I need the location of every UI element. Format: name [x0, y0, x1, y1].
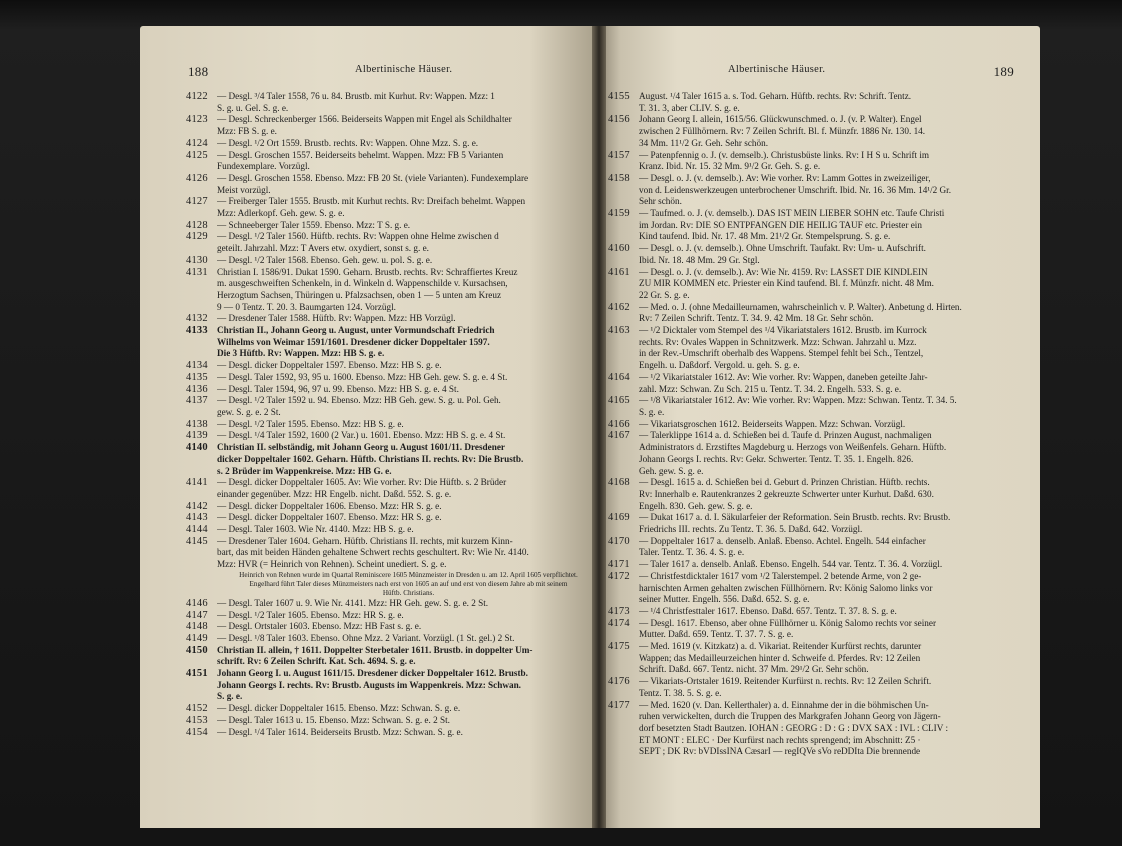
- lot-description: Johann Georg I. u. August 1611/15. Dresdener dicker Doppeltaler 1612. Brustb. Johann Georgs I. rechts. Rv: Brustb. Augusts im Wappenkreis. Mzz: Schwan. S. g. e.: [217, 668, 528, 702]
- lot-number: 4146: [186, 597, 208, 609]
- catalog-entry: [186, 645, 590, 668]
- lot-description: — Doppeltaler 1617 a. denselb. Anlaß. Ebenso. Achtel. Engelh. 544 einfacher Taler. Tentz. T. 36. 4. S. g. e.: [639, 535, 926, 558]
- lot-number: 4124: [186, 137, 208, 149]
- lot-description: — ¹/2 Vikariatstaler 1612. Av: Wie vorher. Rv: Wappen, daneben geteilte Jahr- zahl. Mzz: Schwan. Zu Sch. 215 u. Tentz. T. 34. 2. Engelh. 533. S. g. e.: [639, 371, 928, 394]
- lot-number: 4147: [186, 609, 208, 621]
- right-entry-list: [608, 91, 1020, 758]
- catalog-entry: [186, 231, 590, 254]
- lot-description: — Desgl. Ortstaler 1603. Ebenso. Mzz: HB Fast s. g. e.: [217, 621, 422, 632]
- lot-description: — Taler 1617 a. denselb. Anlaß. Ebenso. Engelh. 544 var. Tentz. T. 36. 4. Vorzügl.: [639, 559, 943, 570]
- lot-description: Johann Georg I. allein, 1615/56. Glückwunschmed. o. J. (v. P. Walter). Engel zwischen 2 Füllhörnern. Rv: 7 Zeilen Schrift. Bl. f. Münzfr. 1886 Nr. 130. 14. 34 Mm. 11¹/2 Gr. Geh. Sehr schön.: [639, 114, 926, 148]
- lot-number: 4173: [608, 605, 630, 617]
- lot-description: — Desgl. Groschen 1557. Beiderseits behelmt. Wappen. Mzz: FB 5 Varianten Fundexemplare. Vorzügl.: [217, 149, 504, 172]
- lot-number: 4175: [608, 641, 630, 653]
- catalog-entry: [186, 419, 590, 431]
- lot-number: 4151: [186, 668, 208, 680]
- lot-description: — Desgl. ¹/2 Taler 1568. Ebenso. Geh. gew. u. pol. S. g. e.: [217, 254, 433, 265]
- catalog-entry: [608, 606, 1020, 618]
- lot-number: 4138: [186, 418, 208, 430]
- lot-number: 4129: [186, 231, 208, 243]
- lot-description: — Desgl. ¹/2 Taler 1592 u. 94. Ebenso. Mzz: HB Geh. gew. S. g. u. Pol. Geh. gew. S. g. e. 2 St.: [217, 395, 501, 417]
- lot-number: 4154: [186, 726, 208, 738]
- lot-number: 4176: [608, 676, 630, 688]
- catalog-entry: [186, 610, 590, 622]
- lot-number: 4163: [608, 325, 630, 337]
- lot-description: — Desgl. Groschen 1558. Ebenso. Mzz: FB 20 St. (viele Varianten). Fundexemplare Meist vorzügl.: [217, 172, 529, 195]
- book-gutter: [592, 26, 606, 828]
- lot-number: 4169: [608, 512, 630, 524]
- lot-number: 4156: [608, 114, 630, 126]
- catalog-entry: [608, 700, 1020, 759]
- lot-description: — Dresdener Taler 1588. Hüftb. Rv: Wappen. Mzz: HB Vorzügl.: [217, 313, 456, 324]
- lot-description: — Desgl. o. J. (v. demselb.). Av: Wie vorher. Rv: Lamm Gottes in zweizeiliger, von d. Leidenswerkzeugen unterbrochener Umschrift. Ibid. Nr. 16. 36 Mm. 14¹/2 Gr. Sehr schön.: [639, 172, 951, 207]
- lot-description: — Desgl. Taler 1607 u. 9. Wie Nr. 4141. Mzz: HR Geh. gew. S. g. e. 2 St.: [217, 597, 489, 608]
- catalog-entry: [608, 419, 1020, 431]
- lot-number: 4122: [186, 91, 208, 102]
- catalog-entry: [186, 703, 590, 715]
- left-running-title: Albertinische Häuser.: [355, 64, 453, 75]
- catalog-entry: [608, 173, 1020, 208]
- lot-number: 4130: [186, 254, 208, 266]
- lot-number: 4162: [608, 301, 630, 313]
- catalog-entry: [608, 150, 1020, 173]
- catalog-entry: [608, 559, 1020, 571]
- catalog-entry: [186, 727, 590, 739]
- lot-description: — Talerklippe 1614 a. d. Schießen bei d. Taufe d. Prinzen August, nachmaligen Administrators d. Erzstiftes Magdeburg u. Herzogs von Weißenfels. Geharn. Hüftb. Johann Georgs I. rechts. Rv: Gekr. Schwerter. Tentz. T. 35. 1. Engelh. 826. Geh. gew. S. g. e.: [639, 430, 947, 476]
- lot-number: 4159: [608, 208, 630, 220]
- catalog-entry: [186, 621, 590, 633]
- lot-description: — Desgl. ¹/8 Taler 1603. Ebenso. Ohne Mzz. 2 Variant. Vorzügl. (1 St. gel.) 2 St.: [217, 632, 515, 643]
- lot-number: 4161: [608, 266, 630, 278]
- lot-description: Christian I. 1586/91. Dukat 1590. Geharn. Brustb. rechts. Rv: Schraffiertes Kreuz m. ausgeschweiften Schenkeln, in d. Winkeln d. Wappenschilde v. Kursachsen, Herzogtum Sachsen, Thüringen u. Pfalzsachsen, oben 1 — 5 unten am Kreuz 9 — 0 Tentz. T. 20. 3. Baumgarten 124. Vorzügl.: [217, 266, 518, 312]
- lot-description: — Desgl. dicker Doppeltaler 1607. Ebenso. Mzz: HR S. g. e.: [217, 512, 442, 523]
- lot-number: 4141: [186, 477, 208, 489]
- lot-description: — Schneeberger Taler 1559. Ebenso. Mzz: T S. g. e.: [217, 219, 411, 230]
- lot-number: 4174: [608, 617, 630, 629]
- lot-number: 4168: [608, 477, 630, 489]
- lot-description: — Desgl. ¹/2 Ort 1559. Brustb. rechts. Rv: Wappen. Ohne Mzz. S. g. e.: [217, 137, 479, 148]
- catalog-entry: [186, 220, 590, 232]
- lot-number: 4140: [186, 442, 208, 454]
- lot-number: 4144: [186, 524, 208, 536]
- catalog-entry: [608, 302, 1020, 325]
- lot-number: 4136: [186, 383, 208, 395]
- lot-description: Christian II. selbständig, mit Johann Georg u. August 1601/11. Dresdener dicker Doppeltaler 1602. Geharn. Hüftb. Christians II. rechts. Rv: Die Brustb. s. 2 Brüder im Wappenkreise. Mzz: HB G. e.: [217, 442, 524, 476]
- catalog-entry: [608, 430, 1020, 477]
- lot-description: — Desgl. Taler 1594, 96, 97 u. 99. Ebenso. Mzz: HB S. g. e. 4 St.: [217, 383, 459, 394]
- lot-description: — Med. o. J. (ohne Medailleurnamen, wahrscheinlich v. P. Walter). Anbetung d. Hirten. Rv: 7 Zeilen Schrift. Tentz. T. 34. 9. 42 Mm. 18 Gr. Sehr schön.: [639, 301, 962, 324]
- catalog-entry: [186, 138, 590, 150]
- catalog-entry: [186, 196, 590, 219]
- lot-number: 4135: [186, 371, 208, 383]
- catalog-entry: [608, 208, 1020, 243]
- lot-number: 4160: [608, 243, 630, 255]
- catalog-entry: [186, 430, 590, 442]
- lot-number: 4139: [186, 430, 208, 442]
- lot-description: — Desgl. ¹/2 Taler 1605. Ebenso. Mzz: HR S. g. e.: [217, 609, 404, 620]
- lot-description: — Desgl. ¹/2 Taler 1595. Ebenso. Mzz: HB S. g. e.: [217, 418, 404, 429]
- lot-description: — Taufmed. o. J. (v. demselb.). DAS IST MEIN LIEBER SOHN etc. Taufe Christi im Jordan. Rv: DIE SO ENTPFANGEN DIE HEILIG TAUF etc. Priester ein Kind taufend. Ibid. Nr. 17. 48 Mm. 21¹/2 Gr. Stempelsprung. S. g. e.: [639, 208, 945, 242]
- lot-number: 4126: [186, 172, 208, 184]
- lot-number: 4123: [186, 114, 208, 126]
- lot-number: 4142: [186, 500, 208, 512]
- lot-description: — Vikariatsgroschen 1612. Beiderseits Wappen. Mzz: Schwan. Vorzügl.: [639, 418, 906, 429]
- catalog-entry: [608, 325, 1020, 372]
- catalog-entry: [186, 313, 590, 325]
- left-page-number: 188: [188, 64, 209, 79]
- catalog-entry: [608, 618, 1020, 641]
- lot-number: 4157: [608, 149, 630, 161]
- lot-description: — Med. 1619 (v. Kitzkatz) a. d. Vikariat. Reitender Kurfürst rechts, darunter Wappen; das Medailleurzeichen hinter d. Schweife d. Pferdes. Rv: 12 Zeilen Schrift. Daßd. 667. Tentz. nicht. 37 Mm. 29¹/2 Gr. Sehr schön.: [639, 641, 922, 675]
- lot-number: 4131: [186, 266, 208, 278]
- right-page: [598, 26, 1040, 828]
- lot-description: — Desgl. ¹/2 Taler 1560. Hüftb. rechts. Rv: Wappen ohne Helme zwischen d geteilt. Jahrzahl. Mzz: T Avers etw. oxydiert, sonst s. g. e.: [217, 231, 499, 254]
- catalog-entry: [186, 173, 590, 196]
- lot-number: 4152: [186, 703, 208, 715]
- lot-description: Heinrich von Rehnen wurde im Quartal Reminiscere 1605 Münzmeister in Dresden u. am 12. April 1605 verpflichtet. Engelhard führt Taler dieses Münzmeisters nach erst von 1605 an auf und erst von diesem Jahre ab mit seinem Hüftb. Christians.: [239, 570, 578, 597]
- lot-number: 4166: [608, 418, 630, 430]
- catalog-entry: [608, 641, 1020, 676]
- lot-number: 4172: [608, 570, 630, 582]
- lot-description: — Christfestdicktaler 1617 vom ¹/2 Talerstempel. 2 betende Arme, von 2 ge- harnischten Armen gehalten zwischen Füllhörnern. Rv: König Salomo links vor seiner Mutter. Engelh. 556. Daßd. 652. S. g. e.: [639, 570, 933, 605]
- lot-number: 4171: [608, 559, 630, 571]
- lot-number: 4150: [186, 644, 208, 656]
- lot-description: — Med. 1620 (v. Dan. Kellerthaler) a. d. Einnahme der in die böhmischen Un- ruhen verwickelten, durch die Truppen des Markgrafen Johann Georg von Jägern- dorf besetzten Stadt Bautzen. IOHAN : GEORG : D : G : DVX SAX : IVL : CLIV : ET MONT : ELEC · Der Kurfürst nach rechts sprengend; im Abschnitt: Z5 · SEPT ; DK Rv: bVDIssINA CæsarI — regIQVe sVo reDDIta Die brennende: [639, 699, 949, 757]
- catalog-entry: [608, 243, 1020, 266]
- lot-description: — Patenpfennig o. J. (v. demselb.). Christusbüste links. Rv: I H S u. Schrift im Kranz. Ibid. Nr. 15. 32 Mm. 9¹/2 Gr. Geh. S. g. e.: [639, 149, 930, 172]
- lot-description: — Desgl. Schreckenberger 1566. Beiderseits Wappen mit Engel als Schildhalter Mzz: FB S. g. e.: [217, 114, 512, 137]
- lot-description: — ¹/8 Vikariatstaler 1612. Av: Wie vorher. Rv: Wappen. Mzz: Schwan. Tentz. T. 34. 5. S. g. e.: [639, 395, 957, 417]
- lot-description: — ¹/2 Dicktaler vom Stempel des ¹/4 Vikariatstalers 1612. Brustb. im Kurrock rechts. Rv: Ovales Wappen in Schnitzwerk. Mzz: Schwan. Jahrzahl u. Mzz. in der Rev.-Umschrift oberhalb des Wappens. Stempel fehlt bei Sch., Tentzel, Engelh. u. Daßdorf. Vergold. u. geh. S. g. e.: [639, 325, 927, 371]
- catalog-entry: [186, 150, 590, 173]
- lot-number: 4145: [186, 535, 208, 547]
- lot-number: 4148: [186, 621, 208, 633]
- catalog-entry: [186, 442, 590, 477]
- lot-number: 4164: [608, 371, 630, 383]
- catalog-entry: [186, 255, 590, 267]
- catalog-entry: [186, 91, 590, 114]
- catalog-entry: [186, 512, 590, 524]
- lot-number: 4167: [608, 430, 630, 442]
- lot-description: — Desgl. dicker Doppeltaler 1597. Ebenso. Mzz: HB S. g. e.: [217, 360, 442, 371]
- lot-number: 4177: [608, 699, 630, 711]
- catalog-entry: [608, 512, 1020, 535]
- catalog-entry: [608, 395, 1020, 418]
- catalog-entry: [186, 524, 590, 536]
- catalog-entry: [608, 477, 1020, 512]
- catalog-entry: [186, 325, 590, 360]
- catalog-entry: [608, 372, 1020, 395]
- lot-description: — Desgl. 1617. Ebenso, aber ohne Füllhörner u. König Salomo rechts vor seiner Mutter. Daßd. 659. Tentz. T. 37. 7. S. g. e.: [639, 617, 937, 640]
- lot-number: 4170: [608, 535, 630, 547]
- catalog-entry: [608, 114, 1020, 149]
- lot-description: — Desgl. dicker Doppeltaler 1605. Av: Wie vorher. Rv: Die Hüftb. s. 2 Brüder einander gegenüber. Mzz: HR Engelb. nicht. Daßd. 552. S. g. e.: [217, 477, 507, 499]
- catalog-entry: [186, 715, 590, 727]
- lot-description: Christian II., Johann Georg u. August, unter Vormundschaft Friedrich Wilhelms von Weimar 1591/1601. Dresdener dicker Doppeltaler 1597. Die 3 Hüftb. Rv: Wappen. Mzz: HB S. g. e.: [217, 325, 495, 359]
- catalog-entry: [186, 360, 590, 372]
- lot-description: — Desgl. Taler 1603. Wie Nr. 4140. Mzz: HB S. g. e.: [217, 524, 414, 535]
- left-entry-list: [186, 91, 590, 738]
- catalog-entry: [186, 501, 590, 513]
- lot-description: — Desgl. dicker Doppeltaler 1615. Ebenso. Mzz: Schwan. S. g. e.: [217, 703, 461, 714]
- lot-number: 4125: [186, 149, 208, 161]
- lot-description: — Dukat 1617 a. d. I. Säkularfeier der Reformation. Sein Brustb. rechts. Rv: Brustb. Friedrichs III. rechts. Zu Tentz. T. 36. 5. Daßd. 642. Vorzügl.: [639, 512, 951, 535]
- lot-description: — Desgl. dicker Doppeltaler 1606. Ebenso. Mzz: HR S. g. e.: [217, 500, 442, 511]
- catalog-entry: [186, 536, 590, 571]
- right-page-number: 189: [993, 64, 1014, 79]
- lot-number: 4158: [608, 172, 630, 184]
- lot-description: — Desgl. o. J. (v. demselb.). Av: Wie Nr. 4159. Rv: LASSET DIE KINDLEIN ZU MIR KOMMEN etc. Priester ein Kind taufend. Bl. f. Münzfr. nicht. 48 Mm. 22 Gr. S. g. e.: [639, 266, 934, 300]
- lot-description: Christian II. allein, † 1611. Doppelter Sterbetaler 1611. Brustb. in doppelter Um- schrift. Rv: 6 Zeilen Schrift. Kat. Sch. 4694. S. g. e.: [217, 644, 533, 667]
- catalog-entry: [608, 536, 1020, 559]
- lot-number: 4134: [186, 360, 208, 372]
- catalog-entry: [186, 598, 590, 610]
- catalog-entry: [186, 633, 590, 645]
- lot-number: 4133: [186, 325, 208, 337]
- left-page: [140, 26, 598, 828]
- catalog-entry: [186, 384, 590, 396]
- lot-number: 4153: [186, 714, 208, 726]
- catalog-entry: [608, 267, 1020, 302]
- footnote: [186, 571, 590, 598]
- lot-description: — Desgl. ³/4 Taler 1558, 76 u. 84. Brustb. mit Kurhut. Rv: Wappen. Mzz: 1 S. g. u. Gel. S. g. e.: [217, 91, 495, 113]
- catalog-entry: [186, 114, 590, 137]
- lot-description: — Desgl. 1615 a. d. Schießen bei d. Geburt d. Prinzen Christian. Hüftb. rechts. Rv: Innerhalb e. Rautenkranzes 2 gekreuzte Schwerter unter Kurhut. Daßd. 630. Engelh. 830. Geh. gew. S. g. e.: [639, 477, 934, 511]
- lot-description: — Desgl. Taler 1592, 93, 95 u. 1600. Ebenso. Mzz: HB Geh. gew. S. g. e. 4 St.: [217, 371, 508, 382]
- lot-description: — Desgl. ¹/4 Taler 1614. Beiderseits Brustb. Mzz: Schwan. S. g. e.: [217, 726, 463, 737]
- lot-number: 4132: [186, 313, 208, 325]
- lot-number: 4155: [608, 91, 630, 102]
- lot-number: 4165: [608, 395, 630, 407]
- lot-description: — Vikariats-Ortstaler 1619. Reitender Kurfürst n. rechts. Rv: 12 Zeilen Schrift. Tentz. T. 38. 5. S. g. e.: [639, 676, 932, 698]
- lot-number: 4149: [186, 632, 208, 644]
- catalog-entry: [608, 91, 1020, 114]
- lot-number: 4127: [186, 196, 208, 208]
- catalog-entry: [186, 395, 590, 418]
- catalog-entry: [608, 676, 1020, 699]
- lot-description: — Desgl. o. J. (v. demselb.). Ohne Umschrift. Taufakt. Rv: Um- u. Aufschrift. Ibid. Nr. 18. 48 Mm. 29 Gr. Stgl.: [639, 243, 926, 265]
- lot-description: — Desgl. Taler 1613 u. 15. Ebenso. Mzz: Schwan. S. g. e. 2 St.: [217, 714, 450, 725]
- lot-description: — ¹/4 Christfesttaler 1617. Ebenso. Daßd. 657. Tentz. T. 37. 8. S. g. e.: [639, 605, 897, 616]
- lot-description: August. ¹/4 Taler 1615 a. s. Tod. Geharn. Hüftb. rechts. Rv: Schrift. Tentz. T. 31. 3, aber CLIV. S. g. e.: [639, 91, 912, 113]
- right-running-title: Albertinische Häuser.: [728, 64, 826, 75]
- lot-number: 4128: [186, 219, 208, 231]
- lot-description: — Freiberger Taler 1555. Brustb. mit Kurhut rechts. Rv: Dreifach behelmt. Wappen Mzz: Adlerkopf. Geh. gew. S. g. e.: [217, 196, 526, 219]
- lot-description: — Dresdener Taler 1604. Geharn. Hüftb. Christians II. rechts, mit kurzem Kinn- bart, das mit beiden Händen gehaltene Schwert rechts geschultert. Rv: Wie Nr. 4140. Mzz: HVR (= Heinrich von Rehnen). Scheint unediert. S. g. e.: [217, 535, 529, 570]
- catalog-entry: [186, 372, 590, 384]
- catalog-entry: [186, 267, 590, 314]
- catalog-entry: [186, 668, 590, 703]
- lot-description: — Desgl. ¹/4 Taler 1592, 1600 (2 Var.) u. 1601. Ebenso. Mzz: HB S. g. e. 4 St.: [217, 430, 506, 441]
- lot-number: 4143: [186, 512, 208, 524]
- catalog-entry: [186, 477, 590, 500]
- catalog-entry: [608, 571, 1020, 606]
- lot-number: 4137: [186, 395, 208, 407]
